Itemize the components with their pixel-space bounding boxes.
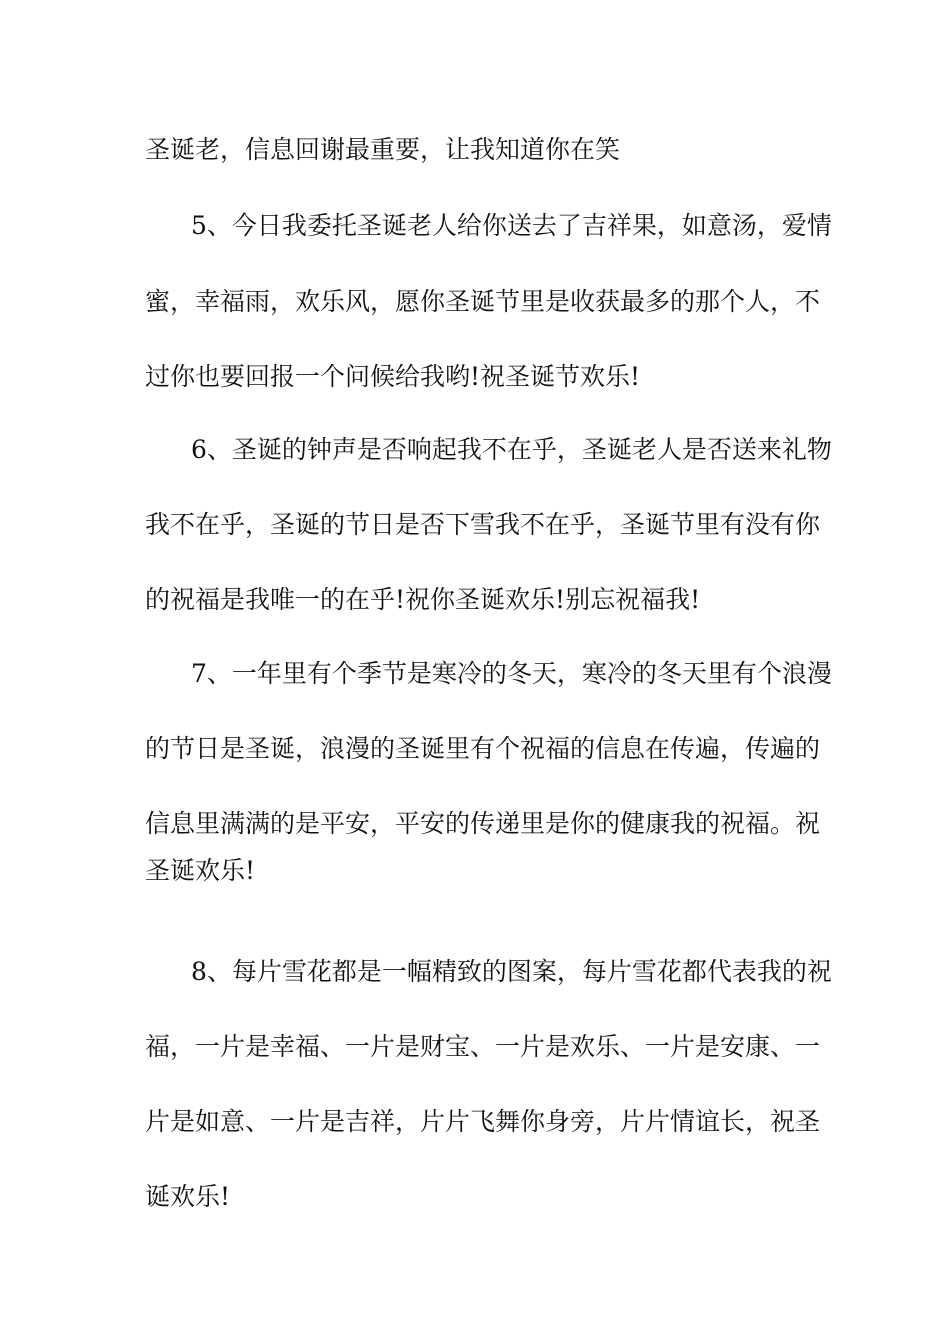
text-line: 圣诞老，信息回谢最重要，让我知道你在笑	[145, 135, 621, 164]
paragraph-6-line-3	[0, 580, 950, 620]
paragraph-6-line-2	[0, 505, 950, 545]
text-line: 的祝福是我唯一的在乎!祝你圣诞欢乐!别忘祝福我!	[145, 585, 701, 614]
paragraph-8-line-2	[0, 1027, 950, 1067]
text-line: 蜜，幸福雨，欢乐风，愿你圣诞节里是收获最多的那个人，不	[145, 287, 821, 316]
text-line: 片是如意、一片是吉祥，片片飞舞你身旁，片片情谊长，祝圣	[145, 1107, 821, 1136]
paragraph-5-line-3	[0, 357, 950, 397]
text-line: 5、今日我委托圣诞老人给你送去了吉祥果，如意汤，爱情	[191, 211, 832, 240]
paragraph-7-line-3	[0, 804, 950, 844]
text-line: 我不在乎，圣诞的节日是否下雪我不在乎，圣诞节里有没有你	[145, 510, 821, 539]
paragraph-7	[0, 654, 950, 694]
text-line: 诞欢乐!	[145, 1182, 231, 1211]
paragraph-4-tail	[0, 130, 950, 170]
text-line: 过你也要回报一个问候给我哟!祝圣诞节欢乐!	[145, 362, 641, 391]
paragraph-7-line-4	[0, 851, 950, 891]
text-line: 6、圣诞的钟声是否响起我不在乎，圣诞老人是否送来礼物	[191, 435, 832, 464]
text-line: 信息里满满的是平安，平安的传递里是你的健康我的祝福。祝	[145, 809, 821, 838]
paragraph-5	[0, 206, 950, 246]
text-line: 的节日是圣诞，浪漫的圣诞里有个祝福的信息在传遍，传遍的	[145, 734, 821, 763]
paragraph-8-line-4	[0, 1177, 950, 1217]
paragraph-5-line-2	[0, 282, 950, 322]
paragraph-7-line-2	[0, 729, 950, 769]
paragraph-8-line-3	[0, 1102, 950, 1142]
text-line: 7、一年里有个季节是寒冷的冬天，寒冷的冬天里有个浪漫	[191, 659, 832, 688]
text-line: 圣诞欢乐!	[145, 856, 256, 885]
text-line: 8、每片雪花都是一幅精致的图案，每片雪花都代表我的祝	[191, 957, 832, 986]
text-line: 福，一片是幸福、一片是财宝、一片是欢乐、一片是安康、一	[145, 1032, 821, 1061]
paragraph-6	[0, 430, 950, 470]
paragraph-8	[0, 952, 950, 992]
